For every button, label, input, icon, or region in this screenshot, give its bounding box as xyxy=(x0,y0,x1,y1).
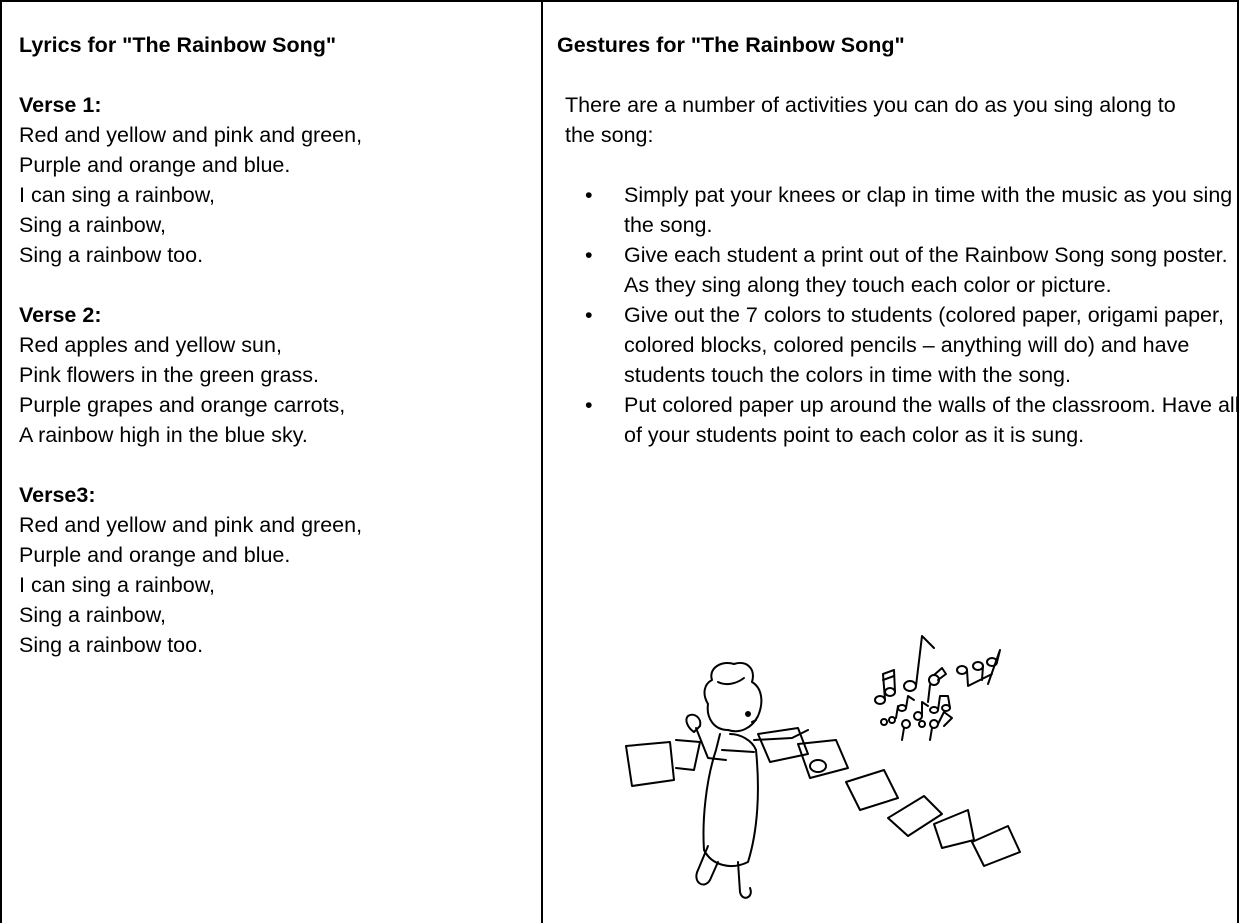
lyrics-heading: Lyrics for "The Rainbow Song" xyxy=(19,33,337,57)
lyric-line: Purple and orange and blue. xyxy=(19,543,291,567)
lyric-line: Purple and orange and blue. xyxy=(19,153,291,177)
lyric-line: Red and yellow and pink and green, xyxy=(19,123,363,147)
bullet-icon: • xyxy=(585,183,593,207)
lyric-line: Purple grapes and orange carrots, xyxy=(19,393,346,417)
list-item-text: Give each student a print out of the Rainbow Song song poster. As they sing along they touch each color or picture. xyxy=(624,243,1228,297)
gestures-heading: Gestures for "The Rainbow Song" xyxy=(557,33,905,57)
bullet-icon: • xyxy=(585,243,593,267)
list-item-text: Put colored paper up around the walls of the classroom. Have all of your students point to each color as it is sung. xyxy=(624,393,1239,447)
verse-2 xyxy=(19,300,541,450)
list-item xyxy=(557,240,1239,300)
lyric-line: Red and yellow and pink and green, xyxy=(19,513,363,537)
lyric-line: Pink flowers in the green grass. xyxy=(19,363,319,387)
bullet-icon: • xyxy=(585,393,593,417)
verse-spacer xyxy=(19,270,541,300)
list-item xyxy=(557,180,1239,240)
lyric-line: Sing a rainbow, xyxy=(19,603,167,627)
verse-title: Verse 2: xyxy=(19,303,102,327)
lyric-line: Sing a rainbow too. xyxy=(19,633,204,657)
paper-squares-icon xyxy=(626,728,1020,866)
lyric-line: I can sing a rainbow, xyxy=(19,573,216,597)
list-item xyxy=(557,390,1239,450)
singing-child-illustration xyxy=(622,630,1042,920)
gestures-column xyxy=(543,0,1237,450)
list-item-text: Give out the 7 colors to students (colored paper, origami paper, colored blocks, colored pencils – anything will do) and have students touch the colors in time with the song. xyxy=(624,303,1224,387)
list-item xyxy=(557,300,1239,390)
verse-spacer xyxy=(19,450,541,480)
lyric-line: I can sing a rainbow, xyxy=(19,183,216,207)
lyric-line: Sing a rainbow, xyxy=(19,213,167,237)
verse-title: Verse3: xyxy=(19,483,96,507)
gestures-intro: There are a number of activities you can do as you sing along to the song: xyxy=(565,93,1176,147)
gestures-list xyxy=(557,180,1237,450)
verse-title: Verse 1: xyxy=(19,93,102,117)
verse-3 xyxy=(19,480,541,660)
verse-1 xyxy=(19,90,541,270)
lyrics-body xyxy=(19,90,541,660)
list-item-text: Simply pat your knees or clap in time with the music as you sing the song. xyxy=(624,183,1233,237)
lyrics-column xyxy=(2,0,541,660)
lyric-line: Red apples and yellow sun, xyxy=(19,333,282,357)
lyric-line: A rainbow high in the blue sky. xyxy=(19,423,308,447)
music-notes-icon xyxy=(875,636,1000,740)
bullet-icon: • xyxy=(585,303,593,327)
child-figure-icon xyxy=(686,663,808,898)
lyric-line: Sing a rainbow too. xyxy=(19,243,204,267)
